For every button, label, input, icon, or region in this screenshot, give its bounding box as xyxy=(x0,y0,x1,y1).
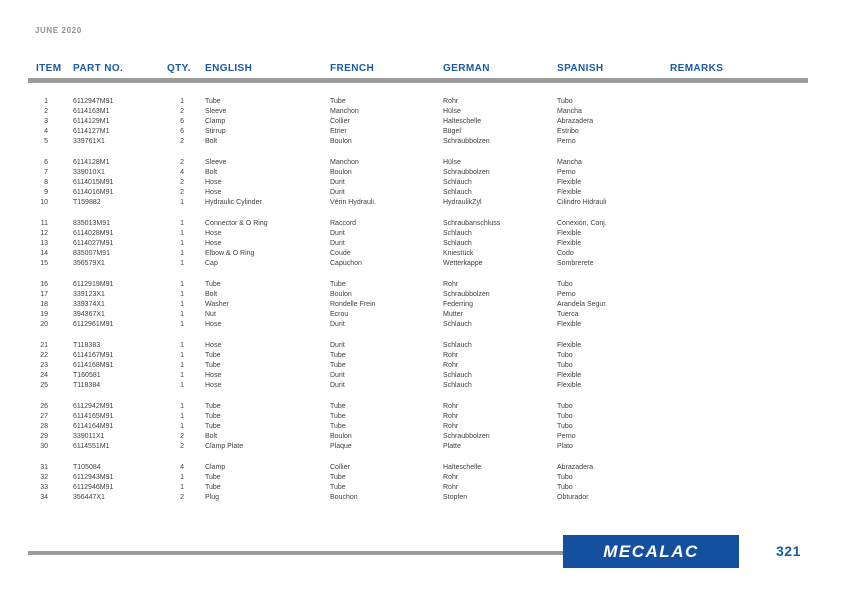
row-quantity: 1 xyxy=(180,321,184,328)
table-row xyxy=(0,300,842,310)
row-german: Federring xyxy=(443,301,473,308)
row-english: Hose xyxy=(205,372,222,379)
row-english: Sleeve xyxy=(205,108,227,115)
row-part-number: 6112961M91 xyxy=(73,321,114,328)
row-item-number: 34 xyxy=(40,494,48,501)
table-row xyxy=(0,259,842,269)
row-german: Schlauch xyxy=(443,382,472,389)
row-english: Bolt xyxy=(205,169,218,176)
table-row-group xyxy=(0,280,842,330)
row-german: Rohr xyxy=(443,474,459,481)
row-english: Hydraulic Cylinder xyxy=(205,199,262,206)
table-row-group xyxy=(0,341,842,391)
row-item-number: 17 xyxy=(40,291,48,298)
row-french: Durit xyxy=(330,342,345,349)
row-german: Rohr xyxy=(443,352,459,359)
row-part-number: 6114167M91 xyxy=(73,352,114,359)
row-spanish: Tubo xyxy=(557,362,573,369)
row-part-number: 6112946M91 xyxy=(73,484,114,491)
row-french: Collier xyxy=(330,464,350,471)
row-spanish: Flexible xyxy=(557,189,582,196)
row-quantity: 1 xyxy=(180,281,184,288)
row-french: Durit xyxy=(330,189,345,196)
table-row xyxy=(0,168,842,178)
column-header-qty: QTY. xyxy=(167,63,191,74)
row-quantity: 1 xyxy=(180,301,184,308)
row-german: Rohr xyxy=(443,281,459,288)
row-item-number: 29 xyxy=(40,433,48,440)
row-part-number: 6114129M1 xyxy=(73,118,110,125)
row-part-number: 6112942M91 xyxy=(73,403,114,410)
row-quantity: 2 xyxy=(180,179,184,186)
row-quantity: 6 xyxy=(180,128,184,135)
row-english: Tube xyxy=(205,98,221,105)
row-part-number: 6114164M91 xyxy=(73,423,114,430)
row-item-number: 33 xyxy=(40,484,48,491)
row-german: Schraubbolzen xyxy=(443,138,490,145)
row-spanish: Flexible xyxy=(557,230,582,237)
column-header-english: ENGLISH xyxy=(205,63,253,74)
row-part-number: 6114127M1 xyxy=(73,128,110,135)
row-item-number: 31 xyxy=(40,464,48,471)
row-spanish: Obturador xyxy=(557,494,589,501)
row-german: Schraubanschluss xyxy=(443,220,501,227)
row-french: Collier xyxy=(330,118,350,125)
row-french: Durit xyxy=(330,372,345,379)
table-row xyxy=(0,178,842,188)
row-english: Connector & O Ring xyxy=(205,220,268,227)
table-row xyxy=(0,158,842,168)
row-german: Schlauch xyxy=(443,179,472,186)
row-part-number: 394367X1 xyxy=(73,311,105,318)
row-quantity: 2 xyxy=(180,443,184,450)
row-quantity: 1 xyxy=(180,484,184,491)
footer-divider-line xyxy=(28,551,565,555)
row-part-number: 6112947M91 xyxy=(73,98,114,105)
row-french: Raccord xyxy=(330,220,357,227)
row-part-number: 6114128M1 xyxy=(73,159,110,166)
row-french: Durit xyxy=(330,240,345,247)
row-part-number: 6114016M91 xyxy=(73,189,114,196)
row-part-number: 6114027M91 xyxy=(73,240,114,247)
row-spanish: Perno xyxy=(557,433,576,440)
row-part-number: 356579X1 xyxy=(73,260,105,267)
row-english: Washer xyxy=(205,301,229,308)
row-french: Vérin Hydrauli. xyxy=(330,199,376,206)
row-quantity: 1 xyxy=(180,474,184,481)
row-quantity: 2 xyxy=(180,159,184,166)
row-spanish: Conexión, Conj. xyxy=(557,220,607,227)
column-header-french: FRENCH xyxy=(330,63,375,74)
table-row xyxy=(0,229,842,239)
row-quantity: 2 xyxy=(180,138,184,145)
row-item-number: 9 xyxy=(44,189,48,196)
row-german: Schlauch xyxy=(443,321,472,328)
table-header-row xyxy=(0,63,842,75)
row-english: Hose xyxy=(205,179,222,186)
row-french: Etrier xyxy=(330,128,347,135)
row-french: Ecrou xyxy=(330,311,349,318)
row-french: Durit xyxy=(330,382,345,389)
row-quantity: 1 xyxy=(180,240,184,247)
row-spanish: Perno xyxy=(557,291,576,298)
row-german: Hülse xyxy=(443,108,461,115)
row-english: Tube xyxy=(205,474,221,481)
row-spanish: Tubo xyxy=(557,423,573,430)
row-item-number: 3 xyxy=(44,118,48,125)
row-english: Tube xyxy=(205,352,221,359)
date-label: JUNE 2020 xyxy=(35,26,82,35)
row-spanish: Tubo xyxy=(557,352,573,359)
row-part-number: T118384 xyxy=(73,382,101,389)
row-spanish: Perno xyxy=(557,138,576,145)
row-item-number: 2 xyxy=(44,108,48,115)
row-part-number: 339011X1 xyxy=(73,433,105,440)
row-item-number: 26 xyxy=(40,403,48,410)
row-spanish: Abrazadera xyxy=(557,464,594,471)
row-part-number: 6114168M91 xyxy=(73,362,114,369)
row-german: Schlauch xyxy=(443,240,472,247)
column-header-item: ITEM xyxy=(36,63,62,74)
row-german: Schraubbolzen xyxy=(443,169,490,176)
row-english: Clamp xyxy=(205,118,226,125)
row-spanish: Flexible xyxy=(557,321,582,328)
row-item-number: 19 xyxy=(40,311,48,318)
row-item-number: 8 xyxy=(44,179,48,186)
row-german: Schraubbolzen xyxy=(443,291,490,298)
table-row xyxy=(0,463,842,473)
row-item-number: 16 xyxy=(40,281,48,288)
row-german: HydraulikZyl xyxy=(443,199,482,206)
table-row xyxy=(0,361,842,371)
mecalac-logo-text: MECALAC xyxy=(603,541,699,561)
row-item-number: 20 xyxy=(40,321,48,328)
row-english: Stirrup xyxy=(205,128,226,135)
page-number: 321 xyxy=(776,543,801,559)
row-spanish: Cilindro Hidrauli xyxy=(557,199,607,206)
row-german: Mutter xyxy=(443,311,463,318)
row-french: Coude xyxy=(330,250,351,257)
table-row xyxy=(0,219,842,229)
row-quantity: 4 xyxy=(180,464,184,471)
row-spanish: Flexible xyxy=(557,382,582,389)
row-quantity: 1 xyxy=(180,403,184,410)
row-english: Sleeve xyxy=(205,159,227,166)
table-row xyxy=(0,320,842,330)
row-item-number: 27 xyxy=(40,413,48,420)
row-item-number: 18 xyxy=(40,301,48,308)
row-english: Tube xyxy=(205,413,221,420)
row-item-number: 22 xyxy=(40,352,48,359)
row-english: Hose xyxy=(205,230,222,237)
table-row xyxy=(0,442,842,452)
row-english: Elbow & O Ring xyxy=(205,250,255,257)
row-french: Durit xyxy=(330,321,345,328)
table-row xyxy=(0,107,842,117)
row-part-number: T105084 xyxy=(73,464,101,471)
row-french: Durit xyxy=(330,179,345,186)
row-german: Rohr xyxy=(443,362,459,369)
row-spanish: Tubo xyxy=(557,474,573,481)
row-item-number: 23 xyxy=(40,362,48,369)
table-row xyxy=(0,483,842,493)
row-quantity: 1 xyxy=(180,250,184,257)
column-header-spanish: SPANISH xyxy=(557,63,604,74)
row-quantity: 2 xyxy=(180,494,184,501)
table-row xyxy=(0,280,842,290)
mecalac-logo xyxy=(563,535,739,568)
row-item-number: 24 xyxy=(40,372,48,379)
table-row-group xyxy=(0,219,842,269)
row-french: Tube xyxy=(330,423,346,430)
row-german: Schlauch xyxy=(443,342,472,349)
row-spanish: Tubo xyxy=(557,281,573,288)
row-quantity: 1 xyxy=(180,352,184,359)
column-header-part-no: PART NO. xyxy=(73,63,124,74)
row-quantity: 1 xyxy=(180,382,184,389)
row-french: Boulon xyxy=(330,169,352,176)
row-part-number: 6114015M91 xyxy=(73,179,114,186)
row-part-number: T118383 xyxy=(73,342,101,349)
row-item-number: 25 xyxy=(40,382,48,389)
row-french: Tube xyxy=(330,413,346,420)
row-french: Manchon xyxy=(330,108,359,115)
row-part-number: 339010X1 xyxy=(73,169,105,176)
table-row xyxy=(0,239,842,249)
row-spanish: Tubo xyxy=(557,403,573,410)
table-row xyxy=(0,117,842,127)
row-english: Bolt xyxy=(205,138,218,145)
row-quantity: 2 xyxy=(180,189,184,196)
row-quantity: 2 xyxy=(180,108,184,115)
row-item-number: 14 xyxy=(40,250,48,257)
table-row xyxy=(0,473,842,483)
row-item-number: 5 xyxy=(44,138,48,145)
row-part-number: 339761X1 xyxy=(73,138,105,145)
row-english: Tube xyxy=(205,362,221,369)
row-item-number: 32 xyxy=(40,474,48,481)
column-header-german: GERMAN xyxy=(443,63,490,74)
row-german: Schlauch xyxy=(443,372,472,379)
row-german: Schraubbolzen xyxy=(443,433,490,440)
row-quantity: 1 xyxy=(180,98,184,105)
row-english: Bolt xyxy=(205,433,218,440)
row-french: Boulon xyxy=(330,433,352,440)
row-quantity: 1 xyxy=(180,199,184,206)
row-part-number: 6114165M91 xyxy=(73,413,114,420)
row-french: Plaque xyxy=(330,443,352,450)
table-row xyxy=(0,97,842,107)
row-spanish: Abrazadera xyxy=(557,118,594,125)
row-french: Tube xyxy=(330,362,346,369)
row-quantity: 1 xyxy=(180,372,184,379)
row-french: Boulon xyxy=(330,138,352,145)
row-spanish: Plato xyxy=(557,443,573,450)
row-part-number: 6114163M1 xyxy=(73,108,110,115)
row-part-number: 339374X1 xyxy=(73,301,105,308)
row-item-number: 13 xyxy=(40,240,48,247)
row-spanish: Tubo xyxy=(557,98,573,105)
table-row xyxy=(0,381,842,391)
row-part-number: 356447X1 xyxy=(73,494,105,501)
row-part-number: 6112943M91 xyxy=(73,474,114,481)
row-english: Clamp Plate xyxy=(205,443,244,450)
row-item-number: 28 xyxy=(40,423,48,430)
table-row xyxy=(0,290,842,300)
row-german: Schlauch xyxy=(443,189,472,196)
row-french: Tube xyxy=(330,484,346,491)
row-german: Hülse xyxy=(443,159,461,166)
row-spanish: Estribo xyxy=(557,128,579,135)
row-part-number: 835007M91 xyxy=(73,250,110,257)
row-english: Clamp xyxy=(205,464,226,471)
table-row xyxy=(0,412,842,422)
row-spanish: Tubo xyxy=(557,484,573,491)
table-row xyxy=(0,310,842,320)
column-header-remarks: REMARKS xyxy=(670,63,724,74)
row-quantity: 1 xyxy=(180,362,184,369)
row-quantity: 1 xyxy=(180,342,184,349)
row-german: Kniestück xyxy=(443,250,474,257)
row-english: Nut xyxy=(205,311,216,318)
row-part-number: 6114551M1 xyxy=(73,443,110,450)
table-body xyxy=(0,97,842,514)
row-spanish: Flexible xyxy=(557,372,582,379)
header-divider-bar xyxy=(28,78,808,83)
row-item-number: 1 xyxy=(44,98,48,105)
row-quantity: 1 xyxy=(180,311,184,318)
row-item-number: 6 xyxy=(44,159,48,166)
row-item-number: 15 xyxy=(40,260,48,267)
row-english: Hose xyxy=(205,382,222,389)
table-row xyxy=(0,188,842,198)
table-row xyxy=(0,198,842,208)
table-row xyxy=(0,351,842,361)
row-french: Tube xyxy=(330,98,346,105)
row-english: Hose xyxy=(205,240,222,247)
row-english: Tube xyxy=(205,281,221,288)
row-french: Boulon xyxy=(330,291,352,298)
table-row-group xyxy=(0,158,842,208)
table-row-group xyxy=(0,97,842,147)
table-row xyxy=(0,432,842,442)
row-part-number: 6114028M91 xyxy=(73,230,114,237)
table-row xyxy=(0,422,842,432)
row-french: Tube xyxy=(330,474,346,481)
row-german: Schlauch xyxy=(443,230,472,237)
row-quantity: 6 xyxy=(180,118,184,125)
row-item-number: 11 xyxy=(40,220,48,227)
row-french: Rondelle Frein xyxy=(330,301,376,308)
table-row xyxy=(0,127,842,137)
row-german: Rohr xyxy=(443,423,459,430)
row-part-number: T160581 xyxy=(73,372,101,379)
row-french: Durit xyxy=(330,230,345,237)
row-quantity: 1 xyxy=(180,413,184,420)
row-quantity: 1 xyxy=(180,230,184,237)
row-part-number: 835013M91 xyxy=(73,220,110,227)
row-french: Bouchon xyxy=(330,494,358,501)
row-german: Rohr xyxy=(443,413,459,420)
row-german: Bügel xyxy=(443,128,461,135)
row-spanish: Perno xyxy=(557,169,576,176)
table-row-group xyxy=(0,402,842,452)
row-english: Cap xyxy=(205,260,218,267)
row-quantity: 1 xyxy=(180,260,184,267)
row-german: Wetterkappe xyxy=(443,260,483,267)
row-german: Stopfen xyxy=(443,494,468,501)
table-row xyxy=(0,341,842,351)
row-spanish: Flexible xyxy=(557,179,582,186)
row-spanish: Flexible xyxy=(557,240,582,247)
table-row xyxy=(0,402,842,412)
row-quantity: 1 xyxy=(180,291,184,298)
row-spanish: Codo xyxy=(557,250,574,257)
table-row-group xyxy=(0,463,842,503)
row-french: Manchon xyxy=(330,159,359,166)
row-german: Platte xyxy=(443,443,461,450)
row-quantity: 4 xyxy=(180,169,184,176)
row-item-number: 10 xyxy=(40,199,48,206)
row-part-number: 339123X1 xyxy=(73,291,105,298)
row-quantity: 1 xyxy=(180,220,184,227)
row-english: Hose xyxy=(205,342,222,349)
row-part-number: 6112919M91 xyxy=(73,281,114,288)
table-row xyxy=(0,493,842,503)
row-item-number: 12 xyxy=(40,230,48,237)
row-spanish: Mancha xyxy=(557,108,582,115)
row-french: Tube xyxy=(330,352,346,359)
row-german: Rohr xyxy=(443,98,459,105)
row-spanish: Mancha xyxy=(557,159,582,166)
row-item-number: 30 xyxy=(40,443,48,450)
row-german: Halteschelle xyxy=(443,464,482,471)
row-english: Tube xyxy=(205,484,221,491)
row-english: Hose xyxy=(205,189,222,196)
row-spanish: Tubo xyxy=(557,413,573,420)
row-item-number: 4 xyxy=(44,128,48,135)
row-german: Halteschelle xyxy=(443,118,482,125)
table-row xyxy=(0,137,842,147)
table-row xyxy=(0,249,842,259)
row-english: Hose xyxy=(205,321,222,328)
row-quantity: 2 xyxy=(180,433,184,440)
row-french: Capuchon xyxy=(330,260,362,267)
row-french: Tube xyxy=(330,281,346,288)
row-item-number: 21 xyxy=(40,342,48,349)
row-english: Bolt xyxy=(205,291,218,298)
row-spanish: Sombrerete xyxy=(557,260,594,267)
table-row xyxy=(0,371,842,381)
row-spanish: Arandela Segur. xyxy=(557,301,608,308)
row-french: Tube xyxy=(330,403,346,410)
row-english: Plug xyxy=(205,494,220,501)
row-spanish: Tuerca xyxy=(557,311,579,318)
row-spanish: Flexible xyxy=(557,342,582,349)
row-english: Tube xyxy=(205,423,221,430)
row-english: Tube xyxy=(205,403,221,410)
row-german: Rohr xyxy=(443,484,459,491)
row-german: Rohr xyxy=(443,403,459,410)
row-quantity: 1 xyxy=(180,423,184,430)
row-part-number: T159882 xyxy=(73,199,101,206)
row-item-number: 7 xyxy=(44,169,48,176)
